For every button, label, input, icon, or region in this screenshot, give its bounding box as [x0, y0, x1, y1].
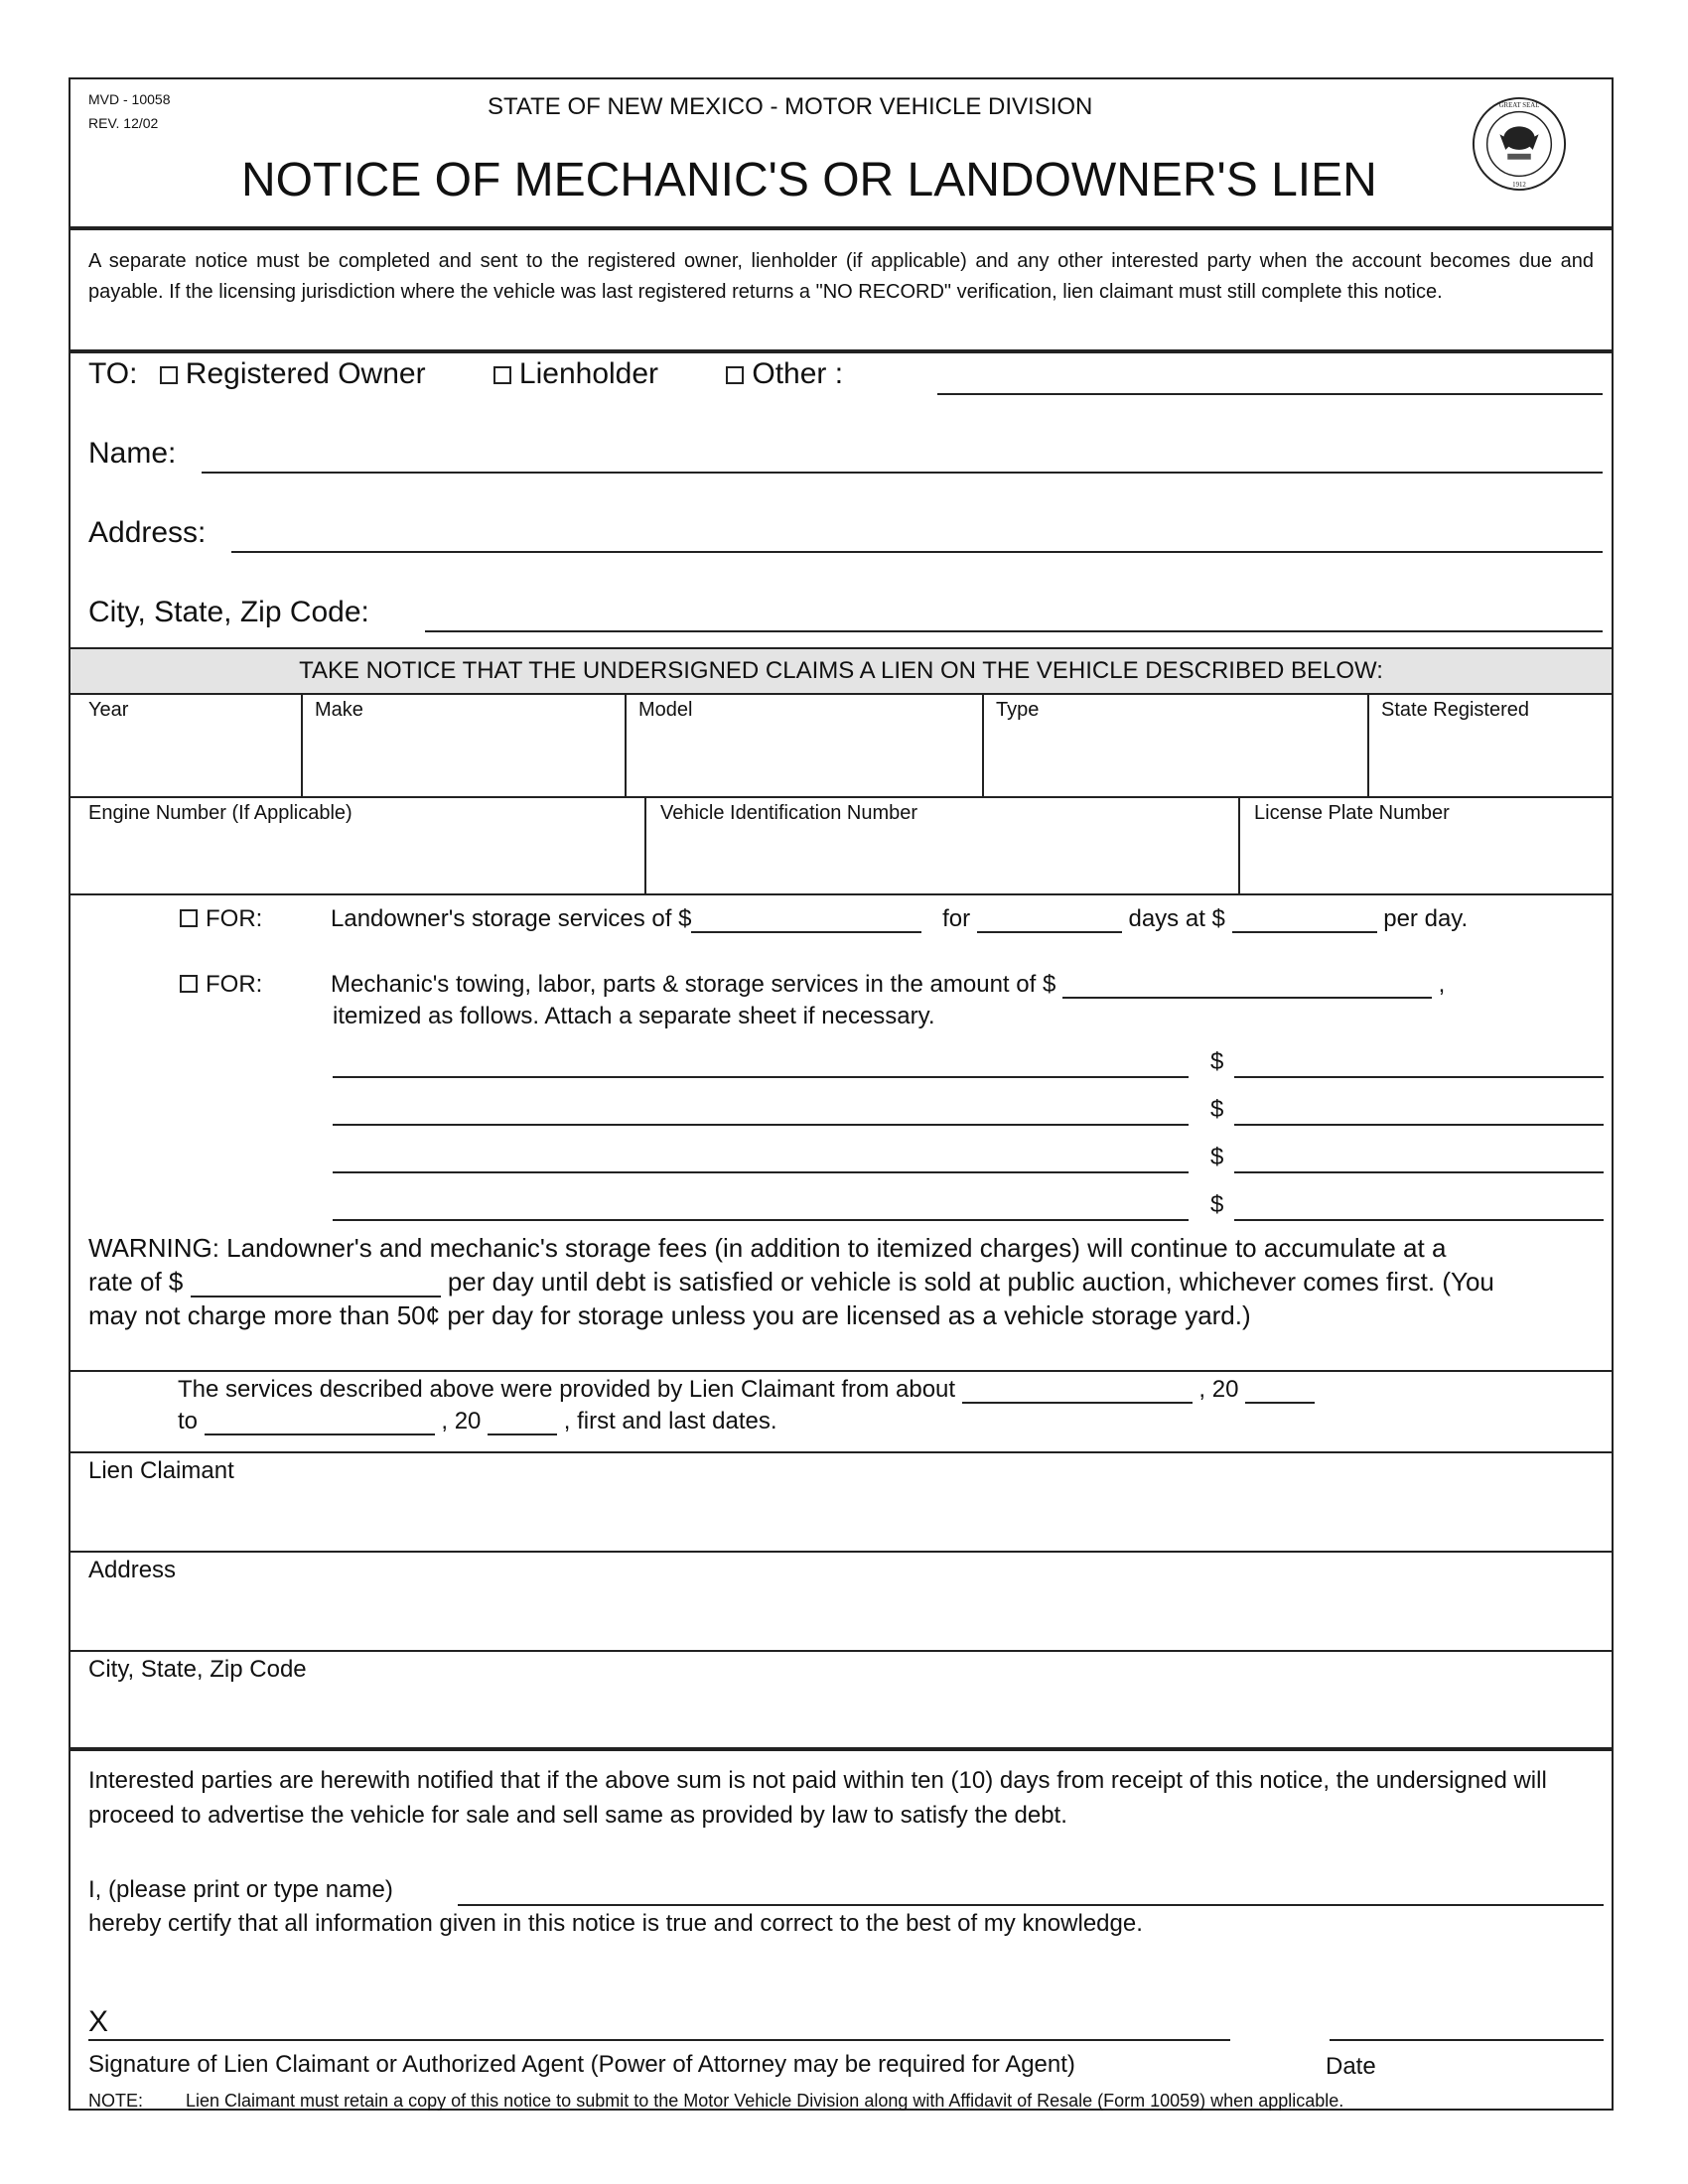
item-amount-field[interactable] — [1234, 1171, 1604, 1173]
landowner-amount-field[interactable] — [691, 909, 921, 933]
model-field[interactable]: Model — [638, 699, 693, 721]
name-label: Name: — [88, 437, 177, 470]
signature-field[interactable] — [88, 2039, 1230, 2041]
claimant-address-field[interactable]: Address — [88, 1557, 177, 1583]
vin-field[interactable]: Vehicle Identification Number — [660, 802, 918, 824]
checkbox-landowner[interactable] — [180, 909, 198, 927]
form-number: MVD - 10058 — [88, 91, 171, 107]
item-description-field[interactable] — [333, 1076, 1189, 1078]
agency-name: STATE OF NEW MEXICO - MOTOR VEHICLE DIVISION — [488, 93, 1093, 120]
signature-x-mark: X — [88, 2005, 109, 2038]
intro-text: A separate notice must be completed and sent to the registered owner, lienholder (if applicable) and any other interested party when the account becomes due and payable. If the licensing jurisdiction where the vehicle was last registered returns a "NO RECORD" verification, lien claimant must still complete this notice. — [88, 250, 1594, 303]
checkbox-mechanic[interactable] — [180, 975, 198, 993]
signature-label: Signature of Lien Claimant or Authorized Agent (Power of Attorney may be required for Agent) — [88, 2051, 1075, 2078]
landowner-days-field[interactable] — [977, 909, 1122, 933]
item-description-field[interactable] — [333, 1124, 1189, 1126]
dollar-sign: $ — [1210, 1144, 1224, 1170]
intro-divider — [70, 349, 1612, 353]
to-date-field[interactable] — [205, 1412, 435, 1435]
option-lienholder[interactable]: Lienholder — [493, 357, 658, 390]
form-revision: REV. 12/02 — [88, 115, 159, 131]
dollar-sign: $ — [1210, 1191, 1224, 1218]
make-field[interactable]: Make — [315, 699, 363, 721]
vehicle-banner: TAKE NOTICE THAT THE UNDERSIGNED CLAIMS A LIEN ON THE VEHICLE DESCRIBED BELOW: — [70, 649, 1612, 693]
state-seal-icon — [1471, 95, 1568, 193]
svg-text:1912: 1912 — [1512, 182, 1526, 190]
to-row — [88, 357, 843, 391]
lien-notice-form — [69, 77, 1614, 2111]
mechanic-amount-field[interactable] — [1062, 975, 1432, 999]
item-amount-field[interactable] — [1234, 1219, 1604, 1221]
to-label: TO: — [88, 357, 138, 390]
mechanic-option[interactable]: FOR: — [180, 971, 262, 999]
landowner-rate-field[interactable] — [1232, 909, 1377, 933]
landowner-line: Landowner's storage services of $ for days at $ per day. — [331, 905, 1469, 932]
storage-rate-field[interactable] — [191, 1272, 441, 1297]
claimant-city-field[interactable]: City, State, Zip Code — [88, 1656, 307, 1683]
item-description-field[interactable] — [333, 1219, 1189, 1221]
from-date-field[interactable] — [962, 1380, 1193, 1404]
recipient-name-field[interactable] — [202, 472, 1603, 474]
recipient-city-field[interactable] — [425, 630, 1603, 632]
year-field[interactable]: Year — [88, 699, 129, 721]
address-label: Address: — [88, 516, 207, 549]
warning-line-1: WARNING: Landowner's and mechanic's storage fees (in addition to itemized charges) will continue to accumulate at a — [88, 1233, 1447, 1263]
note-label: NOTE: — [88, 2091, 144, 2111]
item-amount-field[interactable] — [1234, 1076, 1604, 1078]
city-label: City, State, Zip Code: — [88, 596, 369, 628]
form-title: NOTICE OF MECHANIC'S OR LANDOWNER'S LIEN — [241, 154, 1377, 206]
print-name-field[interactable] — [458, 1904, 1604, 1906]
mechanic-line: Mechanic's towing, labor, parts & storage services in the amount of $ , — [331, 971, 1446, 998]
date-field[interactable] — [1330, 2039, 1604, 2041]
option-other[interactable]: Other : — [726, 357, 843, 390]
item-description-field[interactable] — [333, 1171, 1189, 1173]
landowner-option[interactable]: FOR: — [180, 905, 262, 933]
note-text: Lien Claimant must retain a copy of this notice to submit to the Motor Vehicle Division along with Affidavit of Resale (Form 10059) when applicable. — [186, 2091, 1344, 2111]
dollar-sign: $ — [1210, 1048, 1224, 1075]
dates-line-2: to , 20 , first and last dates. — [178, 1408, 777, 1434]
checkbox-other[interactable] — [726, 366, 744, 384]
sale-notice-text: Interested parties are herewith notified that if the above sum is not paid within ten (10) days from receipt of this notice, the undersigned will proceed to advertise the vehicle for sale and sell same as provided by law to satisfy the debt. — [88, 1767, 1547, 1829]
svg-text:GREAT SEAL: GREAT SEAL — [1498, 101, 1540, 109]
mechanic-itemize-note: itemized as follows. Attach a separate sheet if necessary. — [333, 1003, 935, 1029]
state-registered-field[interactable]: State Registered — [1381, 699, 1529, 721]
certify-text: hereby certify that all information given in this notice is true and correct to the best of my knowledge. — [88, 1910, 1143, 1937]
recipient-address-field[interactable] — [231, 551, 1603, 553]
warning-line-3: may not charge more than 50¢ per day for storage unless you are licensed as a vehicle storage yard.) — [88, 1300, 1251, 1330]
license-plate-field[interactable]: License Plate Number — [1254, 802, 1450, 824]
lien-claimant-field[interactable]: Lien Claimant — [88, 1457, 234, 1484]
from-year-field[interactable] — [1245, 1380, 1315, 1404]
date-label: Date — [1326, 2053, 1376, 2080]
dates-line-1: The services described above were provided by Lien Claimant from about , 20 — [178, 1376, 1315, 1404]
engine-number-field[interactable]: Engine Number (If Applicable) — [88, 802, 352, 824]
item-amount-field[interactable] — [1234, 1124, 1604, 1126]
option-registered-owner[interactable]: Registered Owner — [160, 357, 426, 390]
checkbox-registered-owner[interactable] — [160, 366, 178, 384]
header-divider — [70, 226, 1612, 230]
dollar-sign: $ — [1210, 1096, 1224, 1123]
other-field[interactable] — [937, 393, 1603, 395]
type-field[interactable]: Type — [996, 699, 1040, 721]
checkbox-lienholder[interactable] — [493, 366, 511, 384]
to-year-field[interactable] — [488, 1412, 557, 1435]
print-name-label: I, (please print or type name) — [88, 1876, 393, 1903]
warning-line-2: rate of $ per day until debt is satisfied or vehicle is sold at public auction, whichever comes first. (You — [88, 1267, 1494, 1297]
